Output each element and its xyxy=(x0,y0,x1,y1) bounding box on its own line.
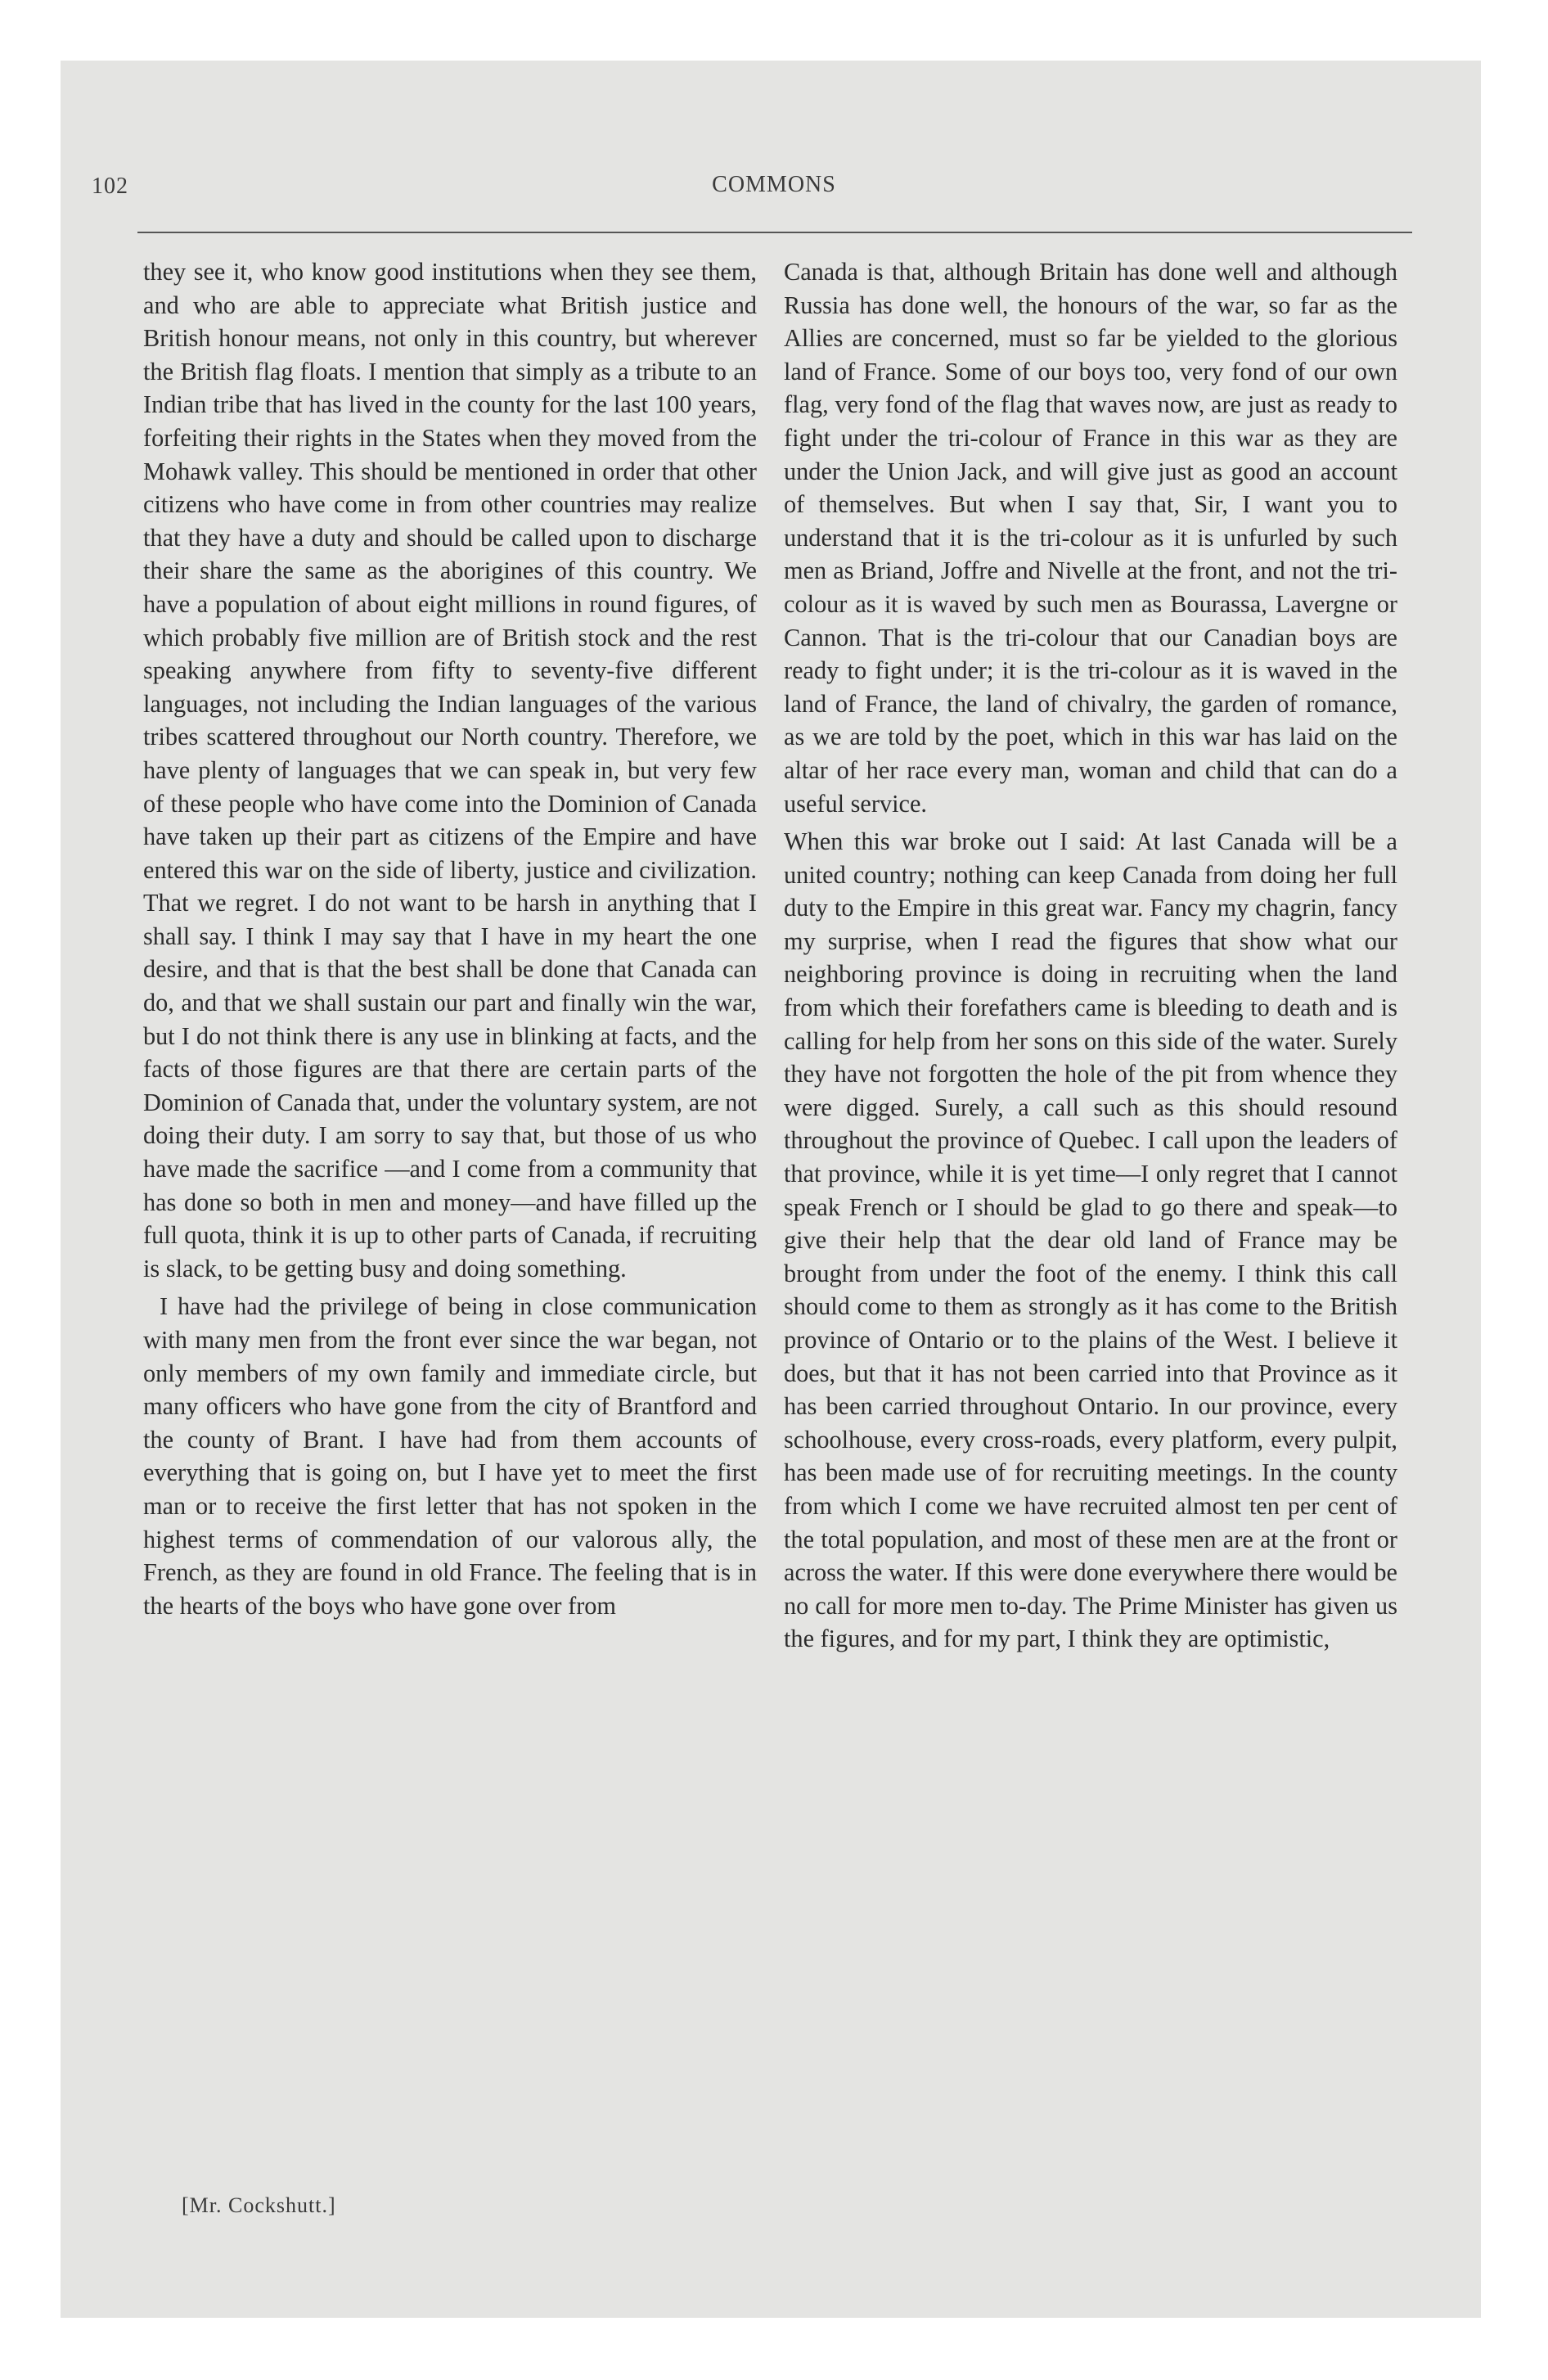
page-number: 102 xyxy=(92,174,128,199)
paragraph: they see it, who know good institutions when they see them, and who are able to appreciate what British justice and British honour means, not only in this country, but wherever the British flag floats. I mention that simply as a tribute to an Indian tribe that has lived in the county for the last 100 years, forfeiting their rights in the States when they moved from the Mohawk valley. This should be mentioned in order that other citizens who have come in from other countries may realize that they have a duty and should be called upon to discharge their share the same as the aborigines of this country. We have a population of about eight millions in round figures, of which probably five million are of British stock and the rest speaking anywhere from fifty to seventy-five different languages, not including the Indian languages of the various tribes scattered throughout our North country. Therefore, we have plenty of languages that we can speak in, but very few of these people who have come into the Dominion of Canada have taken up their part as citizens of the Empire and have entered this war on the side of liberty, justice and civilization. That we regret. I do not want to be harsh in anything that I shall say. I think I may say that I have in my heart the one desire, and that is that the best shall be done that Canada can do, and that we shall sustain our part and finally win the war, but I do not think there is any use in blinking at facts, and the facts of those figures are that there are certain parts of the Dominion of Canada that, under the voluntary system, are not doing their duty. I am sorry to say that, but those of us who have made the sacrifice —and I come from a community that has done so both in men and money—and have filled up the full quota, think it is up to other parts of Canada, if recruiting is slack, to be getting busy and doing something. xyxy=(143,258,757,1282)
speaker-footer: [Mr. Cockshutt.] xyxy=(182,2193,336,2217)
left-column xyxy=(143,255,757,1622)
header-rule xyxy=(137,232,1412,233)
right-column xyxy=(784,255,1397,1656)
paragraph: I have had the privilege of being in close communication with many men from the front ever since the war began, not only members of my own family and immediate circle, but many officers who have gone from the city of Brantford and the county of Brant. I have had from them accounts of everything that is going on, but I have yet to meet the first man or to receive the first letter that has not spoken in the highest terms of commendation of our valorous ally, the French, as they are found in old France. The feeling that is in the hearts of the boys who have gone over from xyxy=(143,1292,757,1620)
running-head: COMMONS xyxy=(712,172,836,197)
paragraph: When this war broke out I said: At last Canada will be a united country; nothing can keep Canada from doing her full duty to the Empire in this great war. Fancy my chagrin, fancy my surprise, when I read the figures that show what our neighboring province is doing in recruiting when the land from which their forefathers came is bleeding to death and is calling for help from her sons on this side of the water. Surely they have not forgotten the hole of the pit from whence they were digged. Surely, a call such as this should resound throughout the province of Quebec. I call upon the leaders of that province, while it is yet time—I only regret that I cannot speak French or I should be glad to go there and speak—to give their help that the dear old land of France may be brought from under the foot of the enemy. I think this call should come to them as strongly as it has come to the British province of Ontario or to the plains of the West. I believe it does, but that it has not been carried into that Province as it has been carried throughout Ontario. In our province, every schoolhouse, every cross-roads, every platform, every pulpit, has been made use of for recruiting meetings. In the county from which I come we have recruited almost ten per cent of the total population, and most of these men are at the front or across the water. If this were done everywhere there would be no call for more men to-day. The Prime Minister has given us the figures, and for my part, I think they are optimistic, xyxy=(784,827,1397,1653)
paragraph: Canada is that, although Britain has done well and although Russia has done well, the honours of the war, so far as the Allies are concerned, must so far be yielded to the glorious land of France. Some of our boys too, very fond of our own flag, very fond of the flag that waves now, are just as ready to fight under the tri-colour of France in this war as they are under the Union Jack, and will give just as good an account of themselves. But when I say that, Sir, I want you to understand that it is the tri-colour as it is unfurled by such men as Briand, Joffre and Nivelle at the front, and not the tri-colour as it is waved by such men as Bourassa, Lavergne or Cannon. That is the tri-colour that our Canadian boys are ready to fight under; it is the tri-colour as it is waved in the land of France, the land of chivalry, the garden of romance, as we are told by the poet, which in this war has laid on the altar of her race every man, woman and child that can do a useful service. xyxy=(784,258,1397,818)
